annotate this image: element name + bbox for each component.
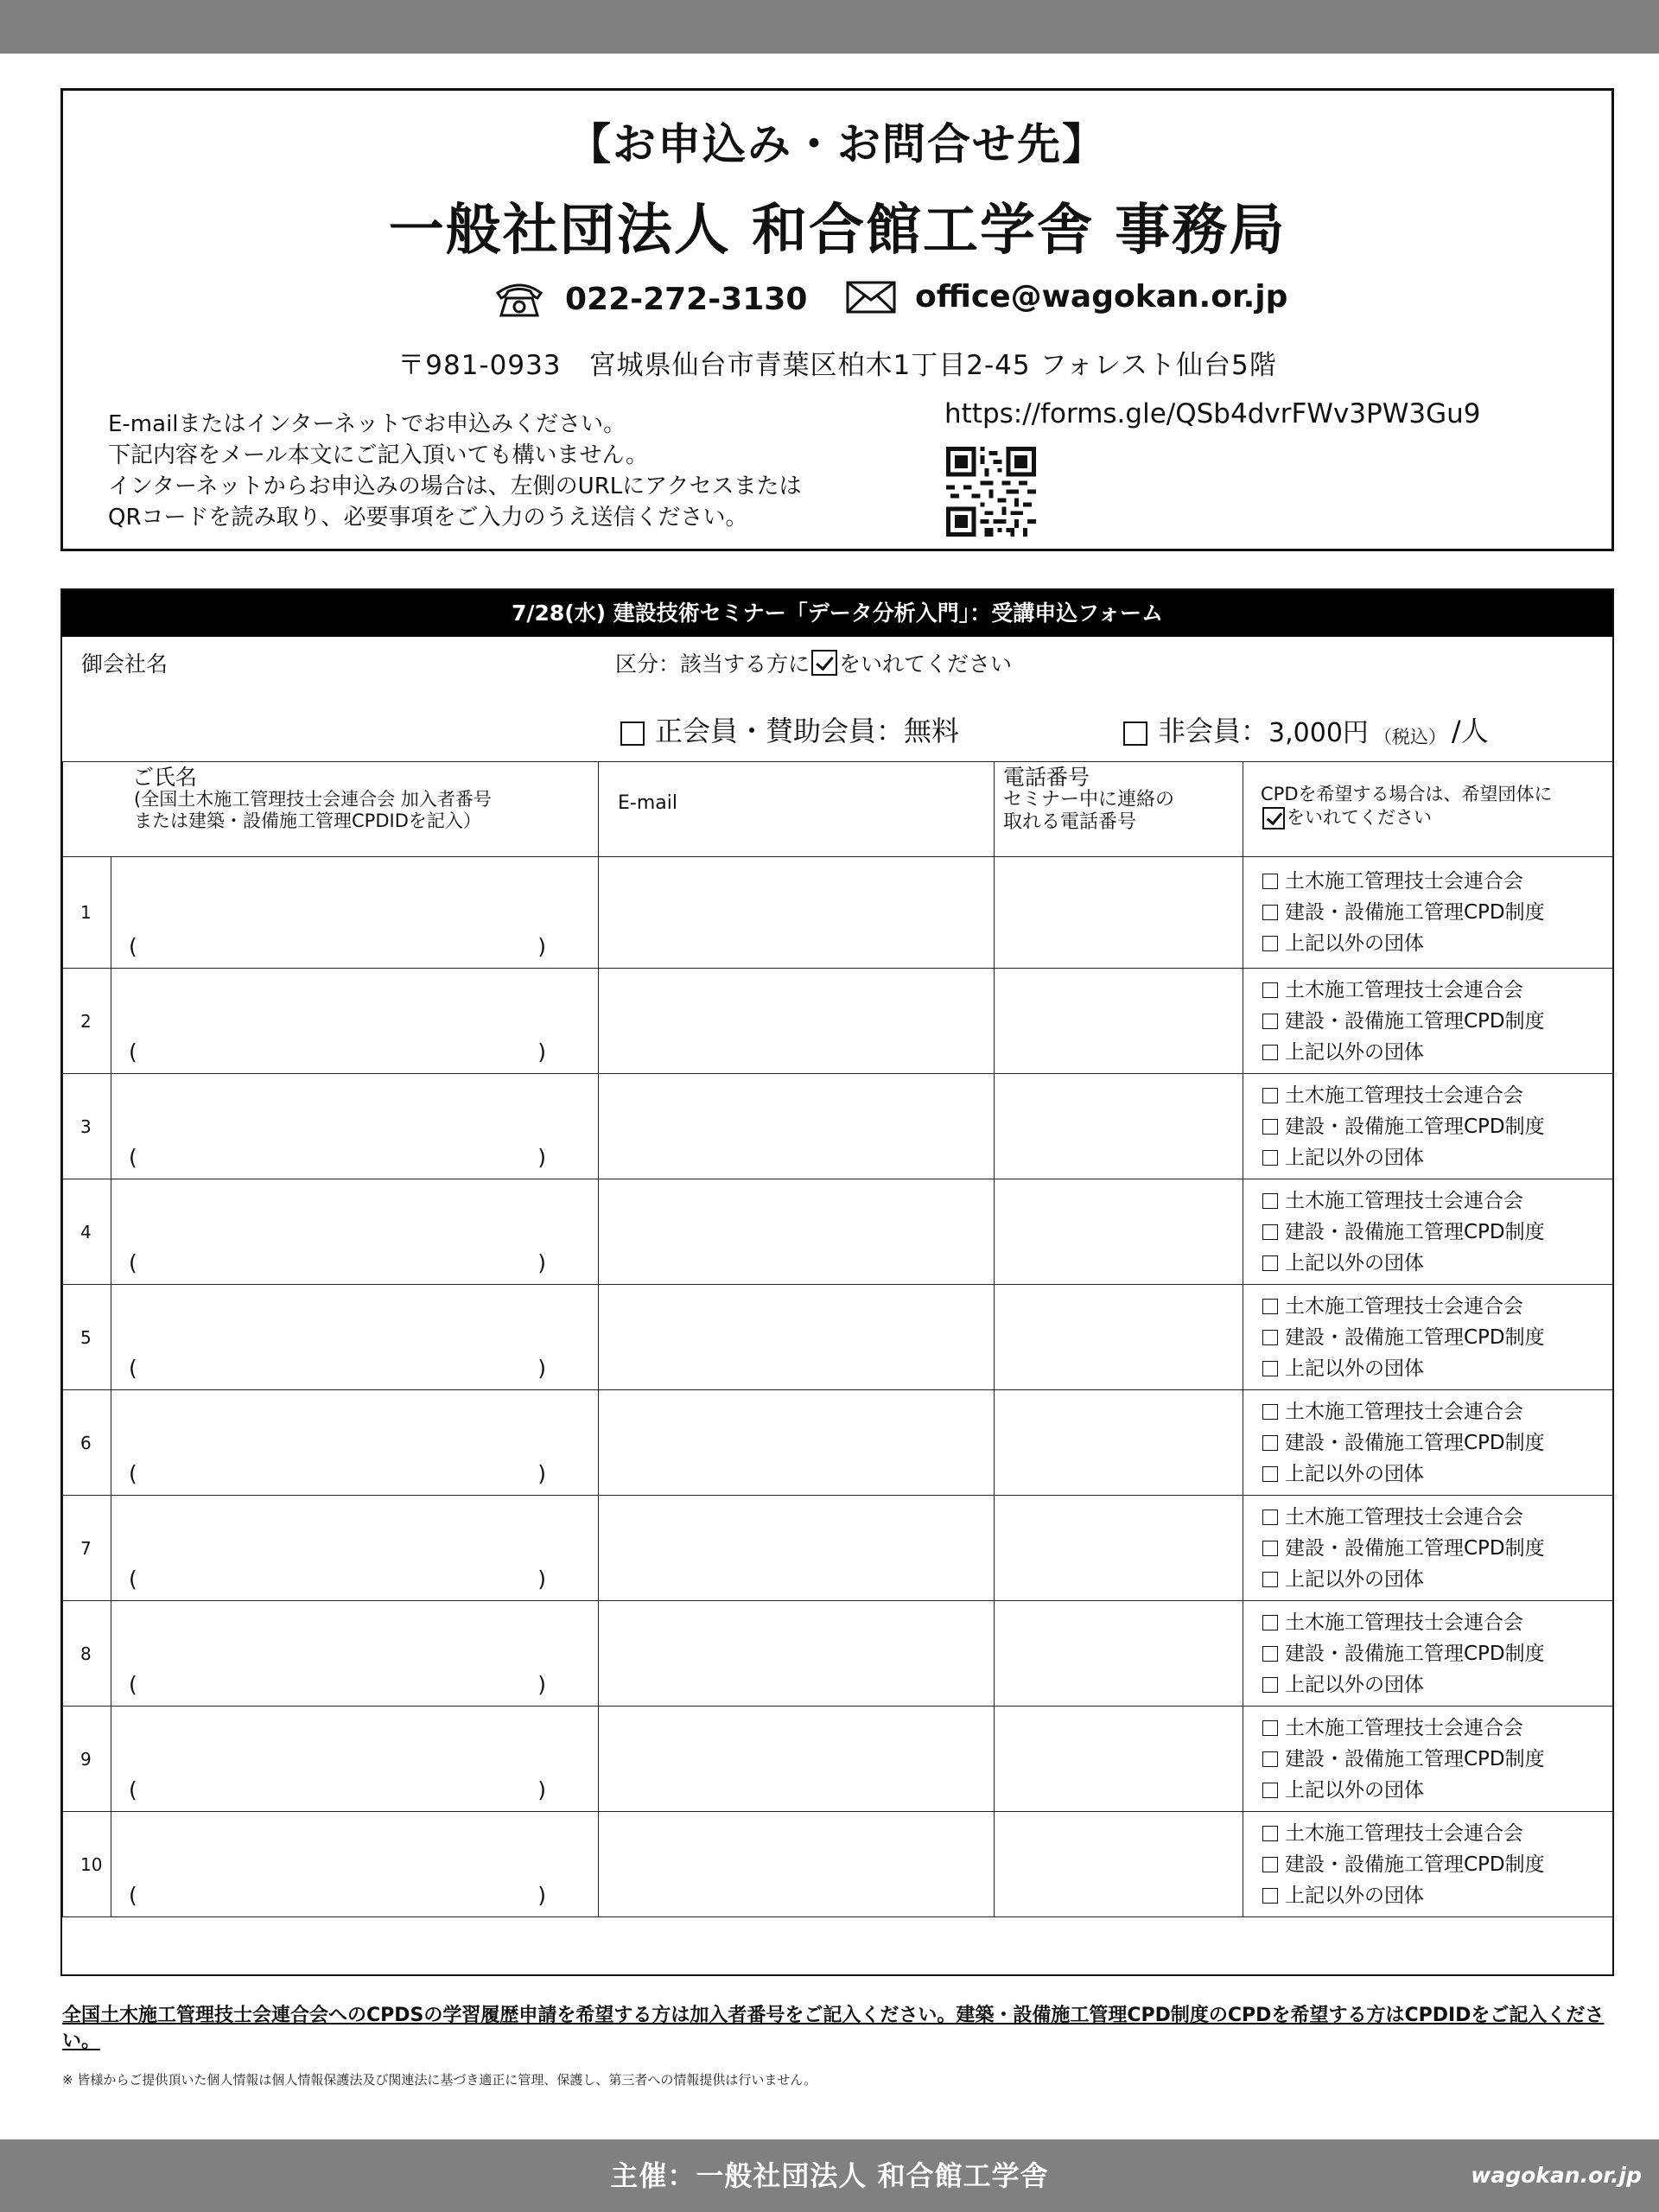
cpd-option[interactable] xyxy=(1262,1669,1612,1700)
email-line xyxy=(846,279,1287,315)
cpd-options-cell xyxy=(1243,1496,1613,1601)
member-option[interactable] xyxy=(620,709,959,749)
id-paren-close: ) xyxy=(537,1461,546,1486)
row-number: 2 xyxy=(63,969,111,1074)
cpd-option[interactable] xyxy=(1262,1217,1612,1248)
cpd-checkbox[interactable] xyxy=(1262,1541,1278,1556)
row-number: 1 xyxy=(63,857,111,969)
cpd-option-label: 建設・設備施工管理CPD制度 xyxy=(1285,1431,1545,1454)
phone-input-cell[interactable] xyxy=(995,969,1243,1074)
email-input-cell[interactable] xyxy=(599,857,995,969)
cpd-checkbox[interactable] xyxy=(1262,1677,1278,1693)
table-row xyxy=(63,1496,1613,1601)
cpd-header-suffix: をいれてください xyxy=(1287,807,1432,828)
row-number: 4 xyxy=(63,1179,111,1285)
cpd-option-label: 建設・設備施工管理CPD制度 xyxy=(1285,1325,1545,1349)
cpd-option-label: 上記以外の団体 xyxy=(1285,1146,1424,1169)
email-input-cell[interactable] xyxy=(599,1179,995,1285)
cpd-option-label: 上記以外の団体 xyxy=(1285,932,1424,955)
instruction-line: QRコードを読み取り、必要事項をご入力のうえ送信ください。 xyxy=(108,505,748,531)
table-row xyxy=(63,969,1613,1074)
phone-line xyxy=(493,279,807,319)
instruction-line: E-mailまたはインターネットでお申込みください。 xyxy=(108,411,626,437)
id-paren-open: ( xyxy=(129,1145,137,1170)
id-paren-open: ( xyxy=(129,1039,137,1065)
company-name-field[interactable]: 御会社名 xyxy=(81,652,168,677)
email-input-cell[interactable] xyxy=(599,1707,995,1812)
envelope-icon xyxy=(846,281,896,314)
instruction-line: 下記内容をメール本文にご記入頂いても構いません。 xyxy=(108,442,649,468)
application-instructions xyxy=(108,409,801,533)
cpd-header-line xyxy=(1261,806,1604,830)
cpd-options-cell xyxy=(1243,1179,1613,1285)
cpd-option[interactable] xyxy=(1262,1396,1612,1427)
nonmember-option[interactable] xyxy=(1123,709,1489,749)
privacy-note: ※ 皆様からご提供頂いた個人情報は個人情報保護法及び関連法に基づき適正に管理、保護し、第三者への情報提供は行いません。 xyxy=(62,2072,817,2088)
cpd-option-label: 上記以外の団体 xyxy=(1285,1040,1424,1064)
cpd-checkbox[interactable] xyxy=(1262,1255,1278,1271)
cpds-note: 全国土木施工管理技士会連合会へのCPDSの学習履歴申請を希望する方は加入者番号をご記入ください。建築・設備施工管理CPD制度のCPDを希望する方はCPDIDをご記入ください。 xyxy=(62,2005,1605,2052)
cpd-option-label: 土木施工管理技士会連合会 xyxy=(1285,1821,1523,1845)
contact-section xyxy=(60,88,1614,551)
application-form xyxy=(60,588,1614,1976)
cpd-column-header xyxy=(1243,762,1613,857)
name-input-cell[interactable] xyxy=(111,1285,599,1390)
cpd-option-label: 土木施工管理技士会連合会 xyxy=(1285,1189,1523,1212)
name-header-note: または建築・設備施工管理CPDIDを記入） xyxy=(134,810,481,831)
name-input-cell[interactable] xyxy=(111,1390,599,1496)
cpd-options-cell xyxy=(1243,1707,1613,1812)
member-option-label: 正会員・賛助会員：無料 xyxy=(655,715,960,747)
cpd-option-label: 建設・設備施工管理CPD制度 xyxy=(1285,1220,1545,1243)
postal-address: 〒981-0933 宮城県仙台市青葉区柏木1丁目2-45 フォレスト仙台5階 xyxy=(397,350,1277,381)
checkmark-icon xyxy=(811,650,837,676)
category-prefix: 区分：該当する方に xyxy=(615,652,810,677)
tax-note: （税込） xyxy=(1373,727,1446,747)
table-row xyxy=(63,1179,1613,1285)
cpd-checkbox[interactable] xyxy=(1262,1045,1278,1060)
cpd-options-cell xyxy=(1243,969,1613,1074)
id-paren-close: ) xyxy=(537,1039,546,1065)
email-input-cell[interactable] xyxy=(599,1601,995,1707)
cpd-option-label: 建設・設備施工管理CPD制度 xyxy=(1285,1747,1545,1770)
row-number: 9 xyxy=(63,1707,111,1812)
cpd-option[interactable] xyxy=(1262,1185,1612,1217)
cpd-header-line: CPDを希望する場合は、希望団体に xyxy=(1261,784,1553,804)
category-suffix: をいれてください xyxy=(839,652,1013,677)
cpd-option[interactable] xyxy=(1262,1607,1612,1638)
cpd-option-label: 建設・設備施工管理CPD制度 xyxy=(1285,1642,1545,1665)
phone-input-cell[interactable] xyxy=(995,857,1243,969)
attendee-table xyxy=(62,761,1613,1917)
phone-input-cell[interactable] xyxy=(995,1812,1243,1917)
phone-column-header xyxy=(995,762,1243,857)
email-input-cell[interactable] xyxy=(599,1390,995,1496)
phone-input-cell[interactable] xyxy=(995,1496,1243,1601)
cpd-checkbox[interactable] xyxy=(1262,1857,1278,1872)
checkmark-icon xyxy=(1262,807,1285,830)
phone-input-cell[interactable] xyxy=(995,1179,1243,1285)
cpd-checkbox[interactable] xyxy=(1262,1224,1278,1240)
name-input-cell[interactable] xyxy=(111,1601,599,1707)
cpd-option-label: 土木施工管理技士会連合会 xyxy=(1285,1294,1523,1318)
cpd-option[interactable] xyxy=(1262,1533,1612,1564)
cpd-options-cell xyxy=(1243,857,1613,969)
id-paren-open: ( xyxy=(129,1777,137,1802)
cpd-option[interactable] xyxy=(1262,1849,1612,1880)
phone-input-cell[interactable] xyxy=(995,1601,1243,1707)
phone-input-cell[interactable] xyxy=(995,1707,1243,1812)
cpd-option[interactable] xyxy=(1262,1427,1612,1459)
cpd-checkbox[interactable] xyxy=(1262,1435,1278,1451)
cpd-option-label: 建設・設備施工管理CPD制度 xyxy=(1285,1115,1545,1138)
per-person-unit: /人 xyxy=(1451,715,1489,747)
cpd-checkbox[interactable] xyxy=(1262,1572,1278,1587)
phone-input-cell[interactable] xyxy=(995,1390,1243,1496)
email-column-header: E-mail xyxy=(599,762,995,857)
id-paren-open: ( xyxy=(129,1461,137,1486)
cpd-option[interactable] xyxy=(1262,1037,1612,1068)
footer-banner xyxy=(0,2139,1659,2212)
name-header-note: (全国土木施工管理技士会連合会 加入者番号 xyxy=(134,789,492,810)
row-number: 3 xyxy=(63,1074,111,1179)
id-paren-open: ( xyxy=(129,1250,137,1275)
id-paren-close: ) xyxy=(537,934,546,959)
cpd-option[interactable] xyxy=(1262,1564,1612,1595)
footer-host: 主催：一般社団法人 和合館工学舎 xyxy=(610,2159,1049,2192)
cpd-checkbox[interactable] xyxy=(1262,1299,1278,1314)
cpd-option-label: 土木施工管理技士会連合会 xyxy=(1285,1400,1523,1423)
email-input-cell[interactable] xyxy=(599,969,995,1074)
cpd-checkbox[interactable] xyxy=(1262,1646,1278,1662)
phone-header-note: 取れる電話番号 xyxy=(1003,811,1137,833)
id-paren-close: ) xyxy=(537,1356,546,1381)
cpd-option[interactable] xyxy=(1262,1080,1612,1111)
cpd-options-cell xyxy=(1243,1812,1613,1917)
cpd-option[interactable] xyxy=(1262,1744,1612,1775)
name-input-cell[interactable] xyxy=(111,969,599,1074)
id-paren-close: ) xyxy=(537,1145,546,1170)
cpd-option-label: 建設・設備施工管理CPD制度 xyxy=(1285,1536,1545,1560)
name-column-header xyxy=(63,762,599,857)
table-row xyxy=(63,1812,1613,1917)
id-paren-open: ( xyxy=(129,1356,137,1381)
id-paren-close: ) xyxy=(537,1567,546,1592)
cpd-option[interactable] xyxy=(1262,1322,1612,1353)
id-paren-open: ( xyxy=(129,1567,137,1592)
cpd-checkbox[interactable] xyxy=(1262,1466,1278,1482)
cpd-option[interactable] xyxy=(1262,1353,1612,1384)
cpd-checkbox[interactable] xyxy=(1262,1088,1278,1103)
cpd-option[interactable] xyxy=(1262,1142,1612,1173)
email-address[interactable]: office@wagokan.or.jp xyxy=(915,279,1288,315)
cpd-checkbox[interactable] xyxy=(1262,1826,1278,1841)
cpd-checkbox[interactable] xyxy=(1262,1193,1278,1209)
email-input-cell[interactable] xyxy=(599,1812,995,1917)
id-paren-close: ) xyxy=(537,1883,546,1908)
cpd-option-label: 土木施工管理技士会連合会 xyxy=(1285,1716,1523,1739)
top-banner xyxy=(0,0,1659,54)
row-number: 8 xyxy=(63,1601,111,1707)
phone-input-cell[interactable] xyxy=(995,1285,1243,1390)
email-input-cell[interactable] xyxy=(599,1285,995,1390)
row-number: 5 xyxy=(63,1285,111,1390)
cpd-option-label: 建設・設備施工管理CPD制度 xyxy=(1285,1853,1545,1876)
cpd-checkbox[interactable] xyxy=(1262,1361,1278,1376)
cpd-checkbox[interactable] xyxy=(1262,1615,1278,1630)
cpd-option[interactable] xyxy=(1262,1111,1612,1142)
cpd-option-label: 上記以外の団体 xyxy=(1285,1251,1424,1274)
name-input-cell[interactable] xyxy=(111,1179,599,1285)
category-instruction xyxy=(615,647,1012,678)
name-header-title: ご氏名 xyxy=(132,765,198,790)
cpd-option-label: 土木施工管理技士会連合会 xyxy=(1285,870,1523,893)
table-row xyxy=(63,1074,1613,1179)
phone-header-note: セミナー中に連絡の xyxy=(1003,789,1175,810)
name-input-cell[interactable] xyxy=(111,1496,599,1601)
cpd-options-cell xyxy=(1243,1074,1613,1179)
cpd-option-label: 建設・設備施工管理CPD制度 xyxy=(1285,1009,1545,1033)
cpd-option-label: 土木施工管理技士会連合会 xyxy=(1285,978,1523,1001)
member-checkbox[interactable] xyxy=(620,721,645,746)
cpd-checkbox[interactable] xyxy=(1262,874,1278,889)
phone-header-title: 電話番号 xyxy=(1003,765,1090,790)
qr-code-icon[interactable] xyxy=(946,447,1036,537)
cpd-options-cell xyxy=(1243,1285,1613,1390)
cpd-checkbox[interactable] xyxy=(1262,1510,1278,1525)
cpd-option[interactable] xyxy=(1262,1291,1612,1322)
organization-name: 一般社団法人 和合館工学舎 事務局 xyxy=(388,199,1287,263)
table-row xyxy=(63,1285,1613,1390)
cpd-checkbox[interactable] xyxy=(1262,1330,1278,1345)
table-row xyxy=(63,1601,1613,1707)
name-input-cell[interactable] xyxy=(111,1812,599,1917)
cpd-checkbox[interactable] xyxy=(1262,1150,1278,1166)
row-number: 7 xyxy=(63,1496,111,1601)
cpd-option[interactable] xyxy=(1262,1248,1612,1279)
table-row xyxy=(63,1390,1613,1496)
cpd-checkbox[interactable] xyxy=(1262,982,1278,998)
instruction-line: インターネットからお申込みの場合は、左側のURLにアクセスまたは xyxy=(108,474,802,499)
cpd-option-label: 上記以外の団体 xyxy=(1285,1673,1424,1696)
cpd-checkbox[interactable] xyxy=(1262,905,1278,920)
cpd-option[interactable] xyxy=(1262,1638,1612,1669)
cpd-option[interactable] xyxy=(1262,928,1612,959)
cpd-checkbox[interactable] xyxy=(1262,1404,1278,1420)
id-paren-close: ) xyxy=(537,1777,546,1802)
contact-heading: 【お申込み・お問合せ先】 xyxy=(568,119,1107,169)
cpd-options-cell xyxy=(1243,1601,1613,1707)
nonmember-checkbox[interactable] xyxy=(1123,721,1147,746)
footer-site-link[interactable]: wagokan.or.jp xyxy=(1471,2163,1642,2188)
cpd-option[interactable] xyxy=(1262,897,1612,928)
cpd-option[interactable] xyxy=(1262,866,1612,897)
cpd-option-label: 上記以外の団体 xyxy=(1285,1884,1424,1907)
row-number: 6 xyxy=(63,1390,111,1496)
phone-input-cell[interactable] xyxy=(995,1074,1243,1179)
cpd-option-label: 上記以外の団体 xyxy=(1285,1778,1424,1802)
nonmember-price: 3,000円 xyxy=(1268,718,1369,748)
cpd-option[interactable] xyxy=(1262,975,1612,1006)
id-paren-close: ) xyxy=(537,1250,546,1275)
table-row xyxy=(63,1707,1613,1812)
cpd-checkbox[interactable] xyxy=(1262,1014,1278,1029)
email-input-cell[interactable] xyxy=(599,1496,995,1601)
cpd-checkbox[interactable] xyxy=(1262,1751,1278,1767)
cpd-option-label: 建設・設備施工管理CPD制度 xyxy=(1285,901,1545,924)
cpd-checkbox[interactable] xyxy=(1262,1119,1278,1135)
cpd-option-label: 上記以外の団体 xyxy=(1285,1567,1424,1591)
cpd-option[interactable] xyxy=(1262,1459,1612,1490)
cpd-option-label: 上記以外の団体 xyxy=(1285,1462,1424,1485)
form-title: 7/28(水) 建設技術セミナー「データ分析入門」：受講申込フォーム xyxy=(62,590,1612,637)
name-input-cell[interactable] xyxy=(111,1707,599,1812)
cpd-option[interactable] xyxy=(1262,1775,1612,1806)
cpd-checkbox[interactable] xyxy=(1262,1888,1278,1904)
form-url-link[interactable]: https://forms.gle/QSb4dvrFWv3PW3Gu9 xyxy=(944,398,1481,429)
cpd-checkbox[interactable] xyxy=(1262,1783,1278,1798)
id-paren-open: ( xyxy=(129,1672,137,1697)
name-input-cell[interactable] xyxy=(111,1074,599,1179)
row-number: 10 xyxy=(63,1812,111,1917)
cpd-option[interactable] xyxy=(1262,1713,1612,1744)
cpd-option-label: 土木施工管理技士会連合会 xyxy=(1285,1084,1523,1107)
cpd-checkbox[interactable] xyxy=(1262,936,1278,951)
cpd-option[interactable] xyxy=(1262,1818,1612,1849)
cpd-options-cell xyxy=(1243,1390,1613,1496)
phone-number: 022-272-3130 xyxy=(565,281,808,317)
id-paren-close: ) xyxy=(537,1672,546,1697)
cpd-option-label: 土木施工管理技士会連合会 xyxy=(1285,1611,1523,1634)
cpd-option[interactable] xyxy=(1262,1006,1612,1037)
email-input-cell[interactable] xyxy=(599,1074,995,1179)
id-paren-open: ( xyxy=(129,1883,137,1908)
telephone-icon xyxy=(493,279,546,319)
name-input-cell[interactable] xyxy=(111,857,599,969)
cpd-checkbox[interactable] xyxy=(1262,1720,1278,1736)
cpd-option[interactable] xyxy=(1262,1880,1612,1911)
nonmember-label: 非会員： xyxy=(1158,715,1269,747)
id-paren-open: ( xyxy=(129,934,137,959)
cpd-option[interactable] xyxy=(1262,1502,1612,1533)
cpd-option-label: 上記以外の団体 xyxy=(1285,1357,1424,1380)
cpd-option-label: 土木施工管理技士会連合会 xyxy=(1285,1505,1523,1529)
table-row xyxy=(63,857,1613,969)
